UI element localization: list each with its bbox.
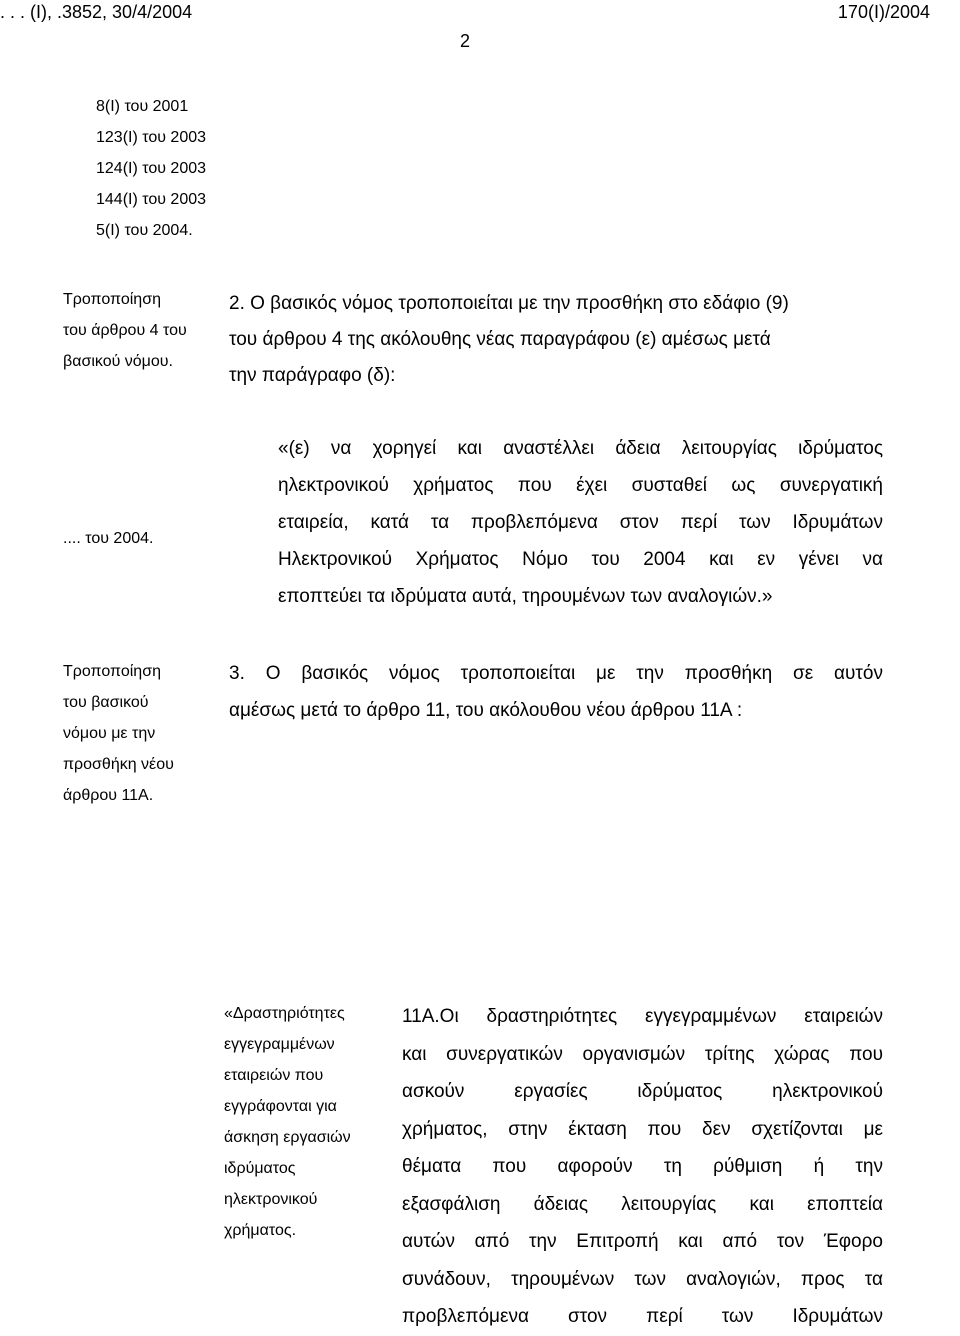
margin-note-line: του άρθρου 4 του: [63, 322, 187, 339]
margin-note-line: εταιρειών που: [224, 1067, 324, 1084]
text-line: χρήματος, στην έκταση που δεν σχετίζονται με: [402, 1118, 883, 1140]
text-line: «(ε) να χορηγεί και αναστέλλει άδεια λειτουργίας ιδρύματος: [278, 438, 883, 459]
margin-note-line: προσθήκη νέου: [63, 756, 174, 773]
text-line: θέματα που αφορούν τη ρύθμιση ή την: [402, 1156, 883, 1177]
margin-note-line: ιδρύματος: [224, 1160, 296, 1177]
text-line: προβλεπόμενα στον περί των Ιδρυμάτων: [402, 1306, 883, 1327]
header-right: 170(I)/2004: [837, 2, 930, 22]
reference-item: 123(I) του 2003: [96, 129, 207, 146]
text-line: και συνεργατικών οργανισμών τρίτης χώρας που: [402, 1043, 883, 1065]
margin-note-line: χρήματος.: [224, 1222, 297, 1239]
text-line: 3. Ο βασικός νόμος τροποποιείται με την προσθήκη σε αυτόν: [229, 663, 883, 684]
reference-item: 5(I) του 2004.: [96, 222, 193, 239]
text-line: 2. Ο βασικός νόμος τροποποιείται με την προσθήκη στο εδάφιο (9): [229, 293, 789, 314]
text-line: συνάδουν, τηρουμένων των αναλογιών, προς τα: [402, 1268, 883, 1290]
text-line: εποπτεύει τα ιδρύματα αυτά, τηρουμένων των αναλογιών.»: [278, 586, 773, 607]
margin-note-line: ηλεκτρονικού: [224, 1191, 318, 1208]
law-references: [96, 91, 206, 246]
margin-note-line: «Δραστηριότητες: [224, 1005, 345, 1022]
margin-note-line: εγγεγραμμένων: [224, 1036, 335, 1053]
text-line: αυτών από την Επιτροπή και από τον Έφορο: [402, 1231, 883, 1252]
margin-note-line: άρθρου 11Α.: [63, 787, 154, 804]
text-line: του άρθρου 4 της ακόλουθης νέας παραγράφου (ε) αμέσως μετά: [229, 329, 771, 350]
margin-note-line: Τροποποίηση: [63, 663, 161, 680]
reference-item: 124(I) του 2003: [96, 160, 207, 177]
page-number: 2: [459, 31, 470, 51]
section2-text: [229, 286, 789, 394]
text-line: ασκούν εργασίες ιδρύματος ηλεκτρονικού: [402, 1081, 883, 1102]
margin-note-line: βασικού νόμου.: [63, 353, 173, 370]
article11a-margin-note: [224, 998, 351, 1246]
margin-note-line: εγγράφονται για: [224, 1098, 337, 1115]
reference-item: 144(I) του 2003: [96, 191, 207, 208]
margin-note-line: Τροποποίηση: [63, 291, 161, 308]
text-line: Ηλεκτρονικού Χρήματος Νόμο του 2004 και εν γένει να: [278, 549, 883, 570]
quote-margin-note: .... του 2004.: [63, 530, 154, 547]
quote-paragraph-e: [278, 430, 883, 615]
section3-text: [229, 655, 883, 729]
reference-item: 8(I) του 2001: [96, 98, 189, 115]
text-line: εξασφάλιση άδειας λειτουργίας και εποπτεία: [402, 1193, 883, 1215]
text-line: την παράγραφο (δ):: [229, 365, 396, 386]
section2-margin-note: [63, 284, 187, 377]
margin-note-line: του βασικού: [63, 694, 149, 711]
article11a-text: [402, 998, 883, 1336]
section3-margin-note: [63, 656, 174, 811]
text-line: 11Α.Οι δραστηριότητες εγγεγραμμένων εταιρειών: [402, 1006, 883, 1027]
text-line: αμέσως μετά το άρθρο 11, του ακόλουθου νέου άρθρου 11Α :: [229, 700, 743, 721]
margin-note-line: άσκηση εργασιών: [224, 1129, 351, 1146]
header-left: . . . (I), .3852, 30/4/2004: [0, 2, 193, 22]
margin-note-line: νόμου με την: [63, 725, 156, 742]
text-line: ηλεκτρονικού χρήματος που έχει συσταθεί ως συνεργατική: [278, 475, 883, 496]
text-line: εταιρεία, κατά τα προβλεπόμενα στον περί των Ιδρυμάτων: [278, 512, 883, 533]
